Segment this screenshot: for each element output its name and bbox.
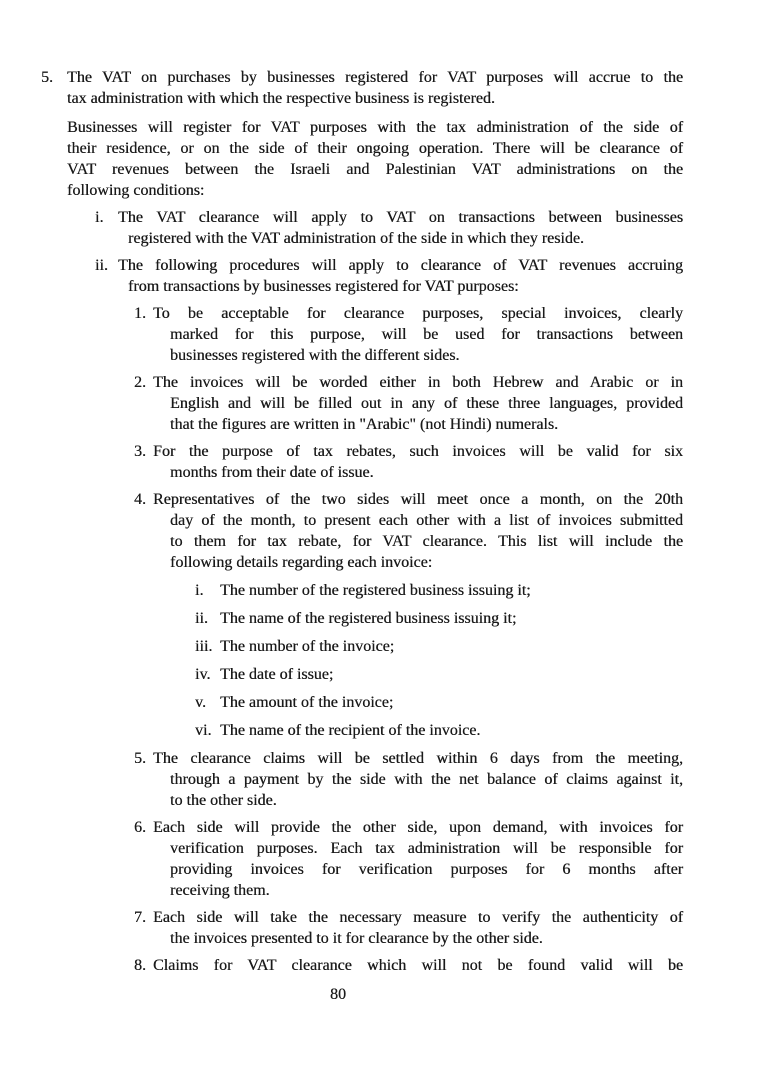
invoice-detail-iv <box>41 664 683 685</box>
block-lines <box>41 580 683 601</box>
text-line: verification purposes. Each tax administration will be responsible for <box>170 840 683 857</box>
text-line: providing invoices for verification purposes for 6 months after <box>170 861 683 878</box>
text-line: to them for tax rebate, for VAT clearance. This list will include the <box>170 533 683 550</box>
text-line: The name of the recipient of the invoice. <box>220 722 481 739</box>
procedure-8 <box>41 955 683 976</box>
text-line: day of the month, to present each other with a list of invoices submitted <box>170 512 683 529</box>
block-lines <box>41 664 683 685</box>
text-line: registered with the VAT administration of the side in which they reside. <box>128 230 584 247</box>
block-lines <box>41 67 683 109</box>
block-lines <box>41 636 683 657</box>
text-line: The following procedures will apply to clearance of VAT revenues accruing <box>118 257 683 274</box>
list-marker: 6. <box>134 819 146 836</box>
list-marker: 5. <box>41 69 53 86</box>
text-line: The VAT on purchases by businesses registered for VAT purposes will accrue to the <box>67 69 683 86</box>
text-line: To be acceptable for clearance purposes, special invoices, clearly <box>153 305 683 322</box>
text-line: The date of issue; <box>220 666 334 683</box>
procedure-5 <box>41 748 683 811</box>
text-line: Claims for VAT clearance which will not be found valid will be <box>153 957 683 974</box>
condition-ii <box>41 255 683 297</box>
procedure-4 <box>41 489 683 573</box>
list-marker: 5. <box>134 750 146 767</box>
text-line: receiving them. <box>170 882 270 899</box>
list-marker: iv. <box>195 666 211 683</box>
text-line: The name of the registered business issuing it; <box>220 610 517 627</box>
procedure-1 <box>41 303 683 366</box>
text-line: The number of the invoice; <box>220 638 395 655</box>
page-number: 80 <box>330 986 346 1003</box>
text-line: following details regarding each invoice: <box>170 554 433 571</box>
document-body <box>41 67 683 976</box>
text-line: marked for this purpose, will be used for transactions between <box>170 326 683 343</box>
invoice-detail-v <box>41 692 683 713</box>
block-lines <box>41 692 683 713</box>
procedure-3 <box>41 441 683 483</box>
invoice-detail-vi <box>41 720 683 741</box>
text-line: from transactions by businesses registered for VAT purposes: <box>128 278 519 295</box>
list-marker: iii. <box>195 638 213 655</box>
invoice-detail-iii <box>41 636 683 657</box>
text-line: the invoices presented to it for clearance by the other side. <box>170 930 543 947</box>
block-lines <box>41 207 683 249</box>
text-line: months from their date of issue. <box>170 464 374 481</box>
text-line: Representatives of the two sides will meet once a month, on the 20th <box>153 491 683 508</box>
block-lines <box>41 608 683 629</box>
list-marker: ii. <box>195 610 208 627</box>
text-line: VAT revenues between the Israeli and Palestinian VAT administrations on the <box>67 161 683 178</box>
list-marker: 7. <box>134 909 146 926</box>
text-line: The clearance claims will be settled within 6 days from the meeting, <box>153 750 683 767</box>
condition-i <box>41 207 683 249</box>
list-marker: i. <box>195 582 204 599</box>
text-line: to the other side. <box>170 792 277 809</box>
list-marker: vi. <box>195 722 212 739</box>
block-lines <box>41 720 683 741</box>
procedure-7 <box>41 907 683 949</box>
list-marker: 2. <box>134 374 146 391</box>
text-line: The invoices will be worded either in both Hebrew and Arabic or in <box>153 374 683 391</box>
text-line: The amount of the invoice; <box>220 694 394 711</box>
text-line: that the figures are written in "Arabic" (not Hindi) numerals. <box>170 416 559 433</box>
text-line: Each side will provide the other side, upon demand, with invoices for <box>153 819 683 836</box>
text-line: Businesses will register for VAT purposes with the tax administration of the side of <box>67 119 683 136</box>
list-marker: 4. <box>134 491 146 508</box>
list-marker: i. <box>95 209 104 226</box>
list-marker: 3. <box>134 443 146 460</box>
list-marker: 1. <box>134 305 146 322</box>
text-line: The VAT clearance will apply to VAT on transactions between businesses <box>118 209 683 226</box>
text-line: following conditions: <box>67 182 205 199</box>
block-lines <box>41 117 683 201</box>
text-line: English and will be filled out in any of these three languages, provided <box>170 395 683 412</box>
item-5-intro <box>41 67 683 109</box>
text-line: tax administration with which the respective business is registered. <box>67 90 495 107</box>
text-line: through a payment by the side with the net balance of claims against it, <box>170 771 683 788</box>
list-marker: v. <box>195 694 206 711</box>
procedure-2 <box>41 372 683 435</box>
text-line: The number of the registered business issuing it; <box>220 582 531 599</box>
invoice-detail-ii <box>41 608 683 629</box>
invoice-detail-i <box>41 580 683 601</box>
list-marker: 8. <box>134 957 146 974</box>
list-marker: ii. <box>95 257 108 274</box>
text-line: businesses registered with the different sides. <box>170 347 460 364</box>
block-lines <box>41 255 683 297</box>
text-line: For the purpose of tax rebates, such invoices will be valid for six <box>153 443 683 460</box>
text-line: their residence, or on the side of their ongoing operation. There will be clearance of <box>67 140 683 157</box>
text-line: Each side will take the necessary measure to verify the authenticity of <box>153 909 683 926</box>
item-5-continuation <box>41 117 683 201</box>
procedure-6 <box>41 817 683 901</box>
